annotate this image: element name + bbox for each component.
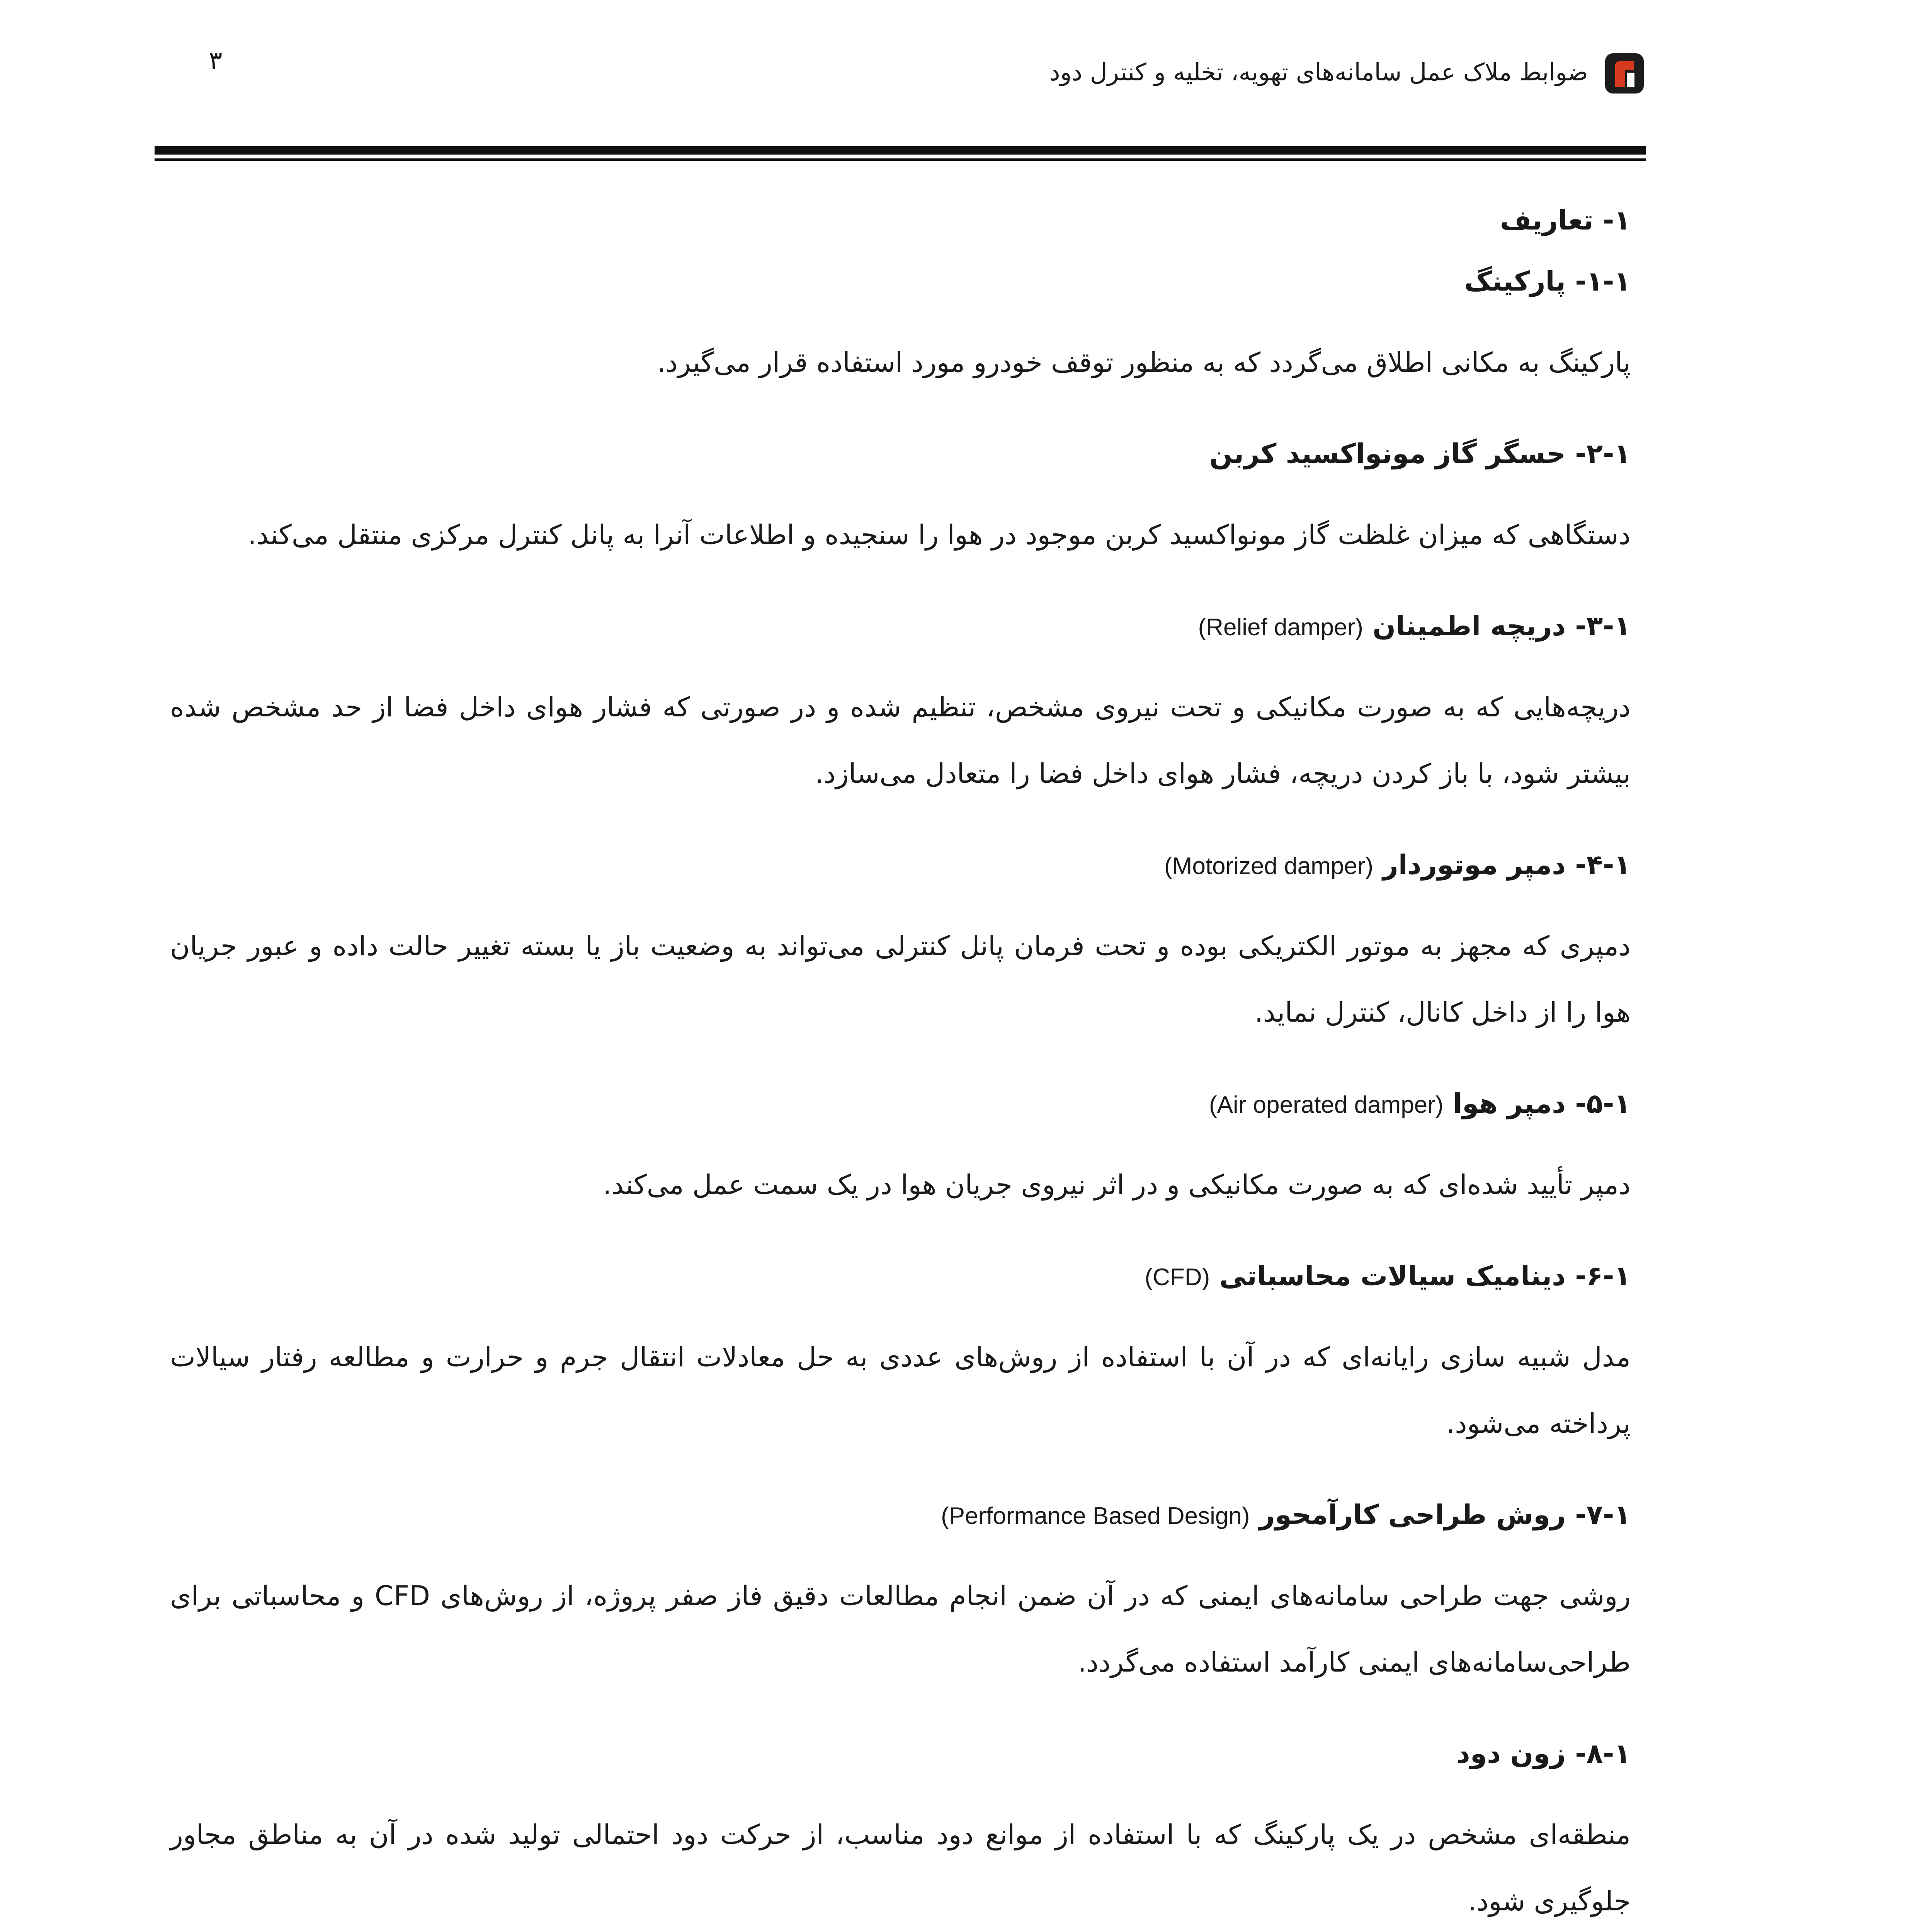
page-number: ۳ [209,46,223,75]
definition-body: دریچه‌هایی که به صورت مکانیکی و تحت نیروی مشخص، تنظیم شده و در صورتی که فشار هوای داخل فضا از حد مشخص شده بیشتر شود، با باز کردن دریچه، فشار هوای داخل فضا را متعادل می‌سازد. [170,691,1631,789]
header-rule [155,146,1646,155]
definition-heading: ۳-۱- دریچه اطمینان (Relief damper) [1198,610,1631,642]
definition-body: روشی جهت طراحی سامانه‌های ایمنی که در آن ضمن انجام مطالعات دقیق فاز صفر پروژه، از روش‌های CFD و محاسباتی برای طراحی‌سامانه‌های ایمنی کارآمد استفاده می‌گردد. [170,1580,1631,1678]
definition-3 [170,607,1631,807]
definition-body: دمپر تأیید شده‌ای که به صورت مکانیکی و در اثر نیروی جریان هوا در یک سمت عمل می‌کند. [603,1169,1631,1201]
definition-heading: ۲-۱- حسگر گاز مونواکسید کربن [1209,438,1631,469]
definition-1 [170,262,1631,396]
definition-heading: ۴-۱- دمپر موتوردار (Motorized damper) [1164,849,1631,881]
definition-heading: ۷-۱- روش طراحی کارآمحور (Performance Based Design) [941,1499,1631,1531]
definition-2 [170,434,1631,568]
document-body [170,201,1631,1932]
definition-body: دمپری که مجهز به موتور الکتریکی بوده و تحت فرمان پانل کنترلی می‌تواند به وضعیت باز یا بسته تغییر حالت داده و عبور جریان هوا را از داخل کانال، کنترل نماید. [170,930,1631,1028]
definition-8 [170,1734,1631,1932]
definition-body: پارکینگ به مکانی اطلاق می‌گردد که به منظور توقف خودرو مورد استفاده قرار می‌گیرد. [657,347,1631,378]
page-header [155,46,1646,112]
definition-heading: ۱-۱- پارکینگ [1464,265,1631,297]
definition-body: منطقه‌ای مشخص در یک پارکینگ که با استفاده از موانع دود مناسب، از حرکت دود احتمالی تولید شده در آن به مناطق مجاور جلوگیری شود. [170,1819,1631,1917]
definition-5 [170,1084,1631,1218]
document-title: ضوابط ملاک عمل سامانه‌های تهویه، تخلیه و کنترل دود [1049,58,1588,86]
definition-heading: ۵-۱- دمپر هوا (Air operated damper) [1209,1088,1631,1119]
section-title: ۱- تعاریف [1500,204,1631,236]
organization-logo-icon [1604,50,1646,97]
definition-7 [170,1495,1631,1696]
definition-heading: ۶-۱- دینامیک سیالات محاسباتی (CFD) [1145,1260,1631,1292]
definition-6 [170,1257,1631,1457]
definition-4 [170,845,1631,1046]
definition-heading: ۸-۱- زون دود [1456,1738,1631,1769]
header-rule-thin [155,158,1646,161]
definition-body: دستگاهی که میزان غلظت گاز مونواکسید کربن موجود در هوا را سنجیده و اطلاعات آنرا به پانل کنترل مرکزی منتقل می‌کند. [248,519,1631,551]
definition-body: مدل شبیه سازی رایانه‌ای که در آن با استفاده از روش‌های عددی به حل معادلات انتقال جرم و حرارت و مطالعه رفتار سیالات پرداخته می‌شود. [170,1341,1631,1439]
